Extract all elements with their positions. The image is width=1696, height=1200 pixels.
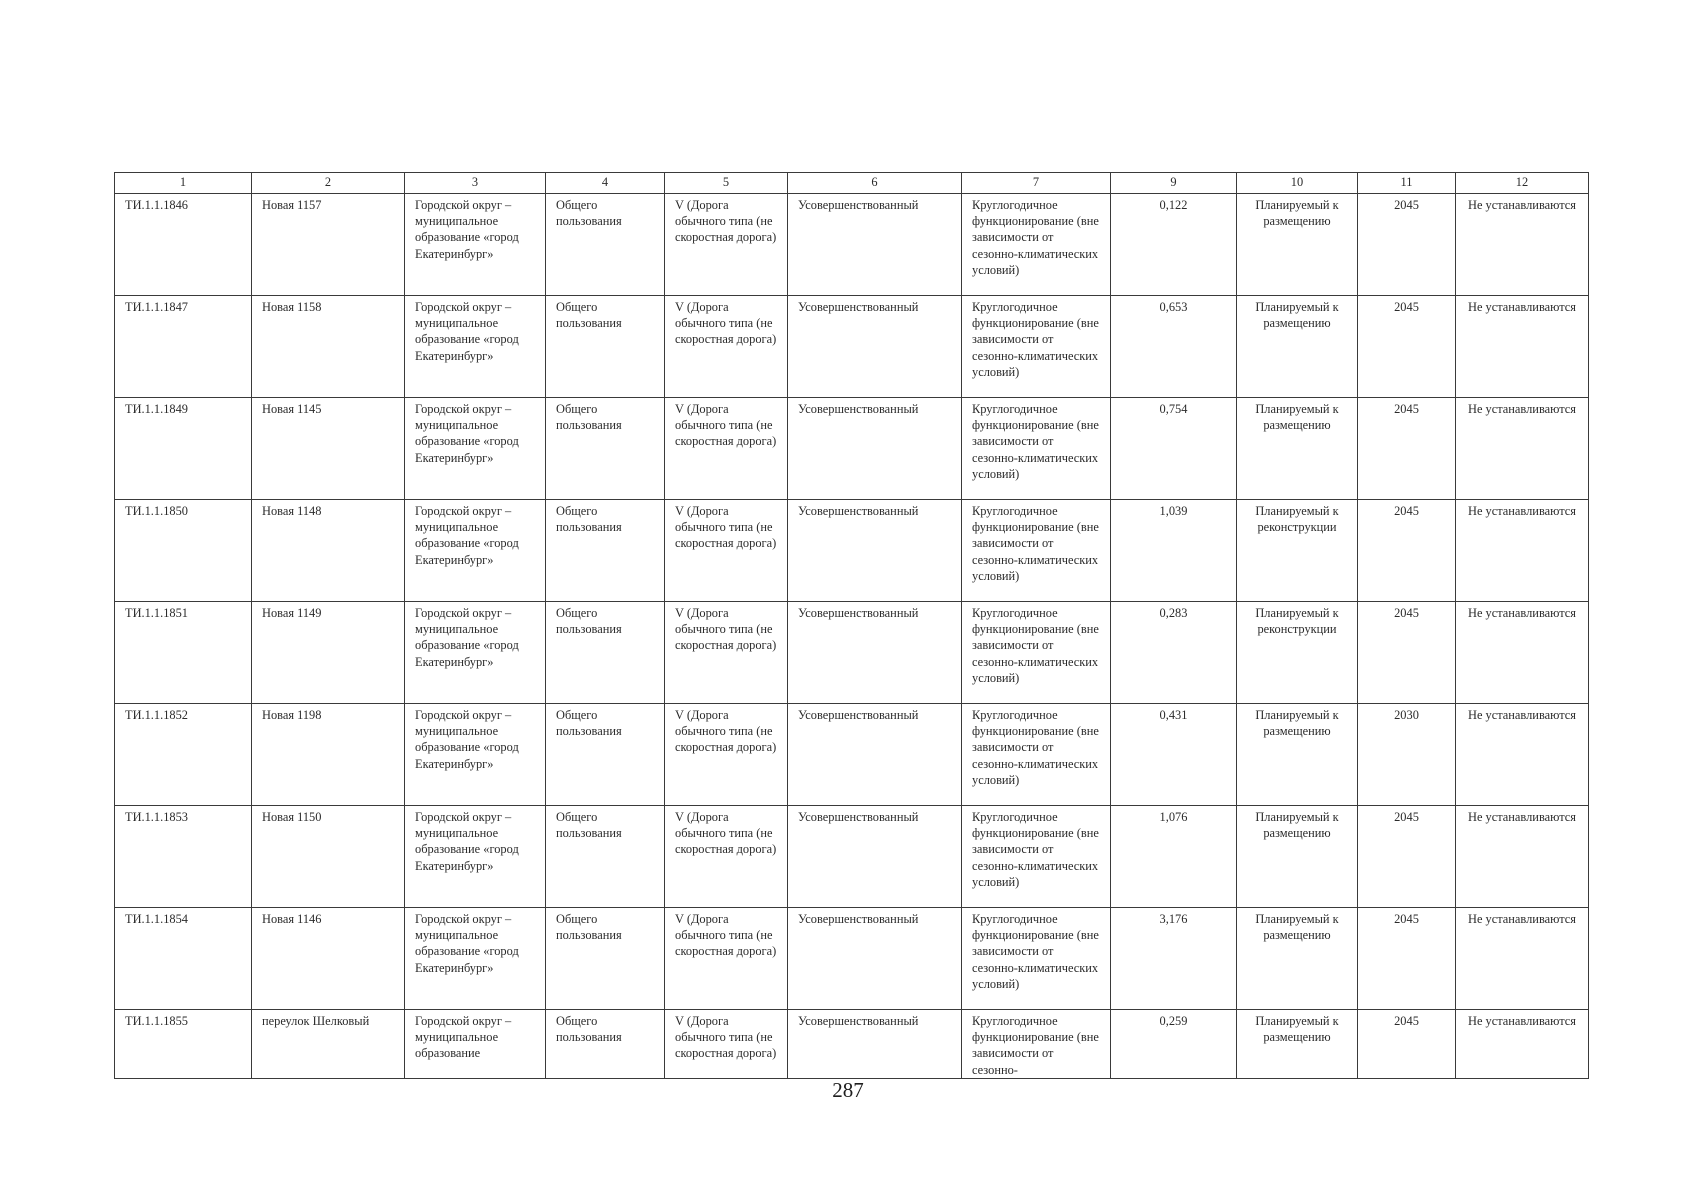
cell-text: V (Дорога обычного типа (не скоростная дорога) [675, 504, 777, 551]
cell-surface [788, 704, 962, 806]
cell-mode [962, 500, 1111, 602]
cell-text: Круглогодичное функционирование (вне зависимости от сезонно- [972, 1014, 1099, 1077]
cell-text: Новая 1145 [262, 402, 322, 416]
cell-text: V (Дорога обычного типа (не скоростная дорога) [675, 912, 777, 959]
cell-text: 0,653 [1159, 300, 1188, 314]
cell-text: Городской округ – муниципальное образование «город Екатеринбург» [415, 300, 519, 363]
cell-text: Не устанавливаются [1468, 912, 1576, 926]
table-row [115, 1010, 1589, 1079]
cell-mode [962, 908, 1111, 1010]
cell-text: Городской округ – муниципальное образование [415, 1014, 512, 1061]
cell-status [1237, 704, 1358, 806]
cell-surface [788, 500, 962, 602]
cell-category [665, 194, 788, 296]
column-header-3: 3 [405, 173, 546, 194]
cell-text: 2045 [1394, 810, 1419, 824]
cell-text: Круглогодичное функционирование (вне зависимости от сезонно-климатических условий) [972, 606, 1099, 685]
cell-usage [546, 602, 665, 704]
cell-id [115, 806, 252, 908]
cell-text: Не устанавливаются [1468, 1014, 1576, 1028]
cell-territory [405, 908, 546, 1010]
cell-category [665, 704, 788, 806]
cell-text: Новая 1146 [262, 912, 322, 926]
cell-year [1358, 704, 1456, 806]
cell-length [1111, 500, 1237, 602]
cell-zones [1456, 398, 1589, 500]
cell-text: Новая 1150 [262, 810, 322, 824]
cell-usage [546, 704, 665, 806]
cell-text: Городской округ – муниципальное образование «город Екатеринбург» [415, 606, 519, 669]
cell-text: Усовершенствованный [798, 300, 919, 314]
cell-text: Городской округ – муниципальное образование «город Екатеринбург» [415, 810, 519, 873]
cell-zones [1456, 704, 1589, 806]
cell-year [1358, 194, 1456, 296]
cell-category [665, 1010, 788, 1079]
cell-text: Общего пользования [556, 504, 622, 535]
cell-text: Общего пользования [556, 912, 622, 943]
cell-text: Планируемый к размещению [1255, 912, 1339, 943]
cell-mode [962, 602, 1111, 704]
cell-text: Планируемый к размещению [1255, 810, 1339, 841]
cell-name [252, 500, 405, 602]
cell-name [252, 398, 405, 500]
cell-status [1237, 806, 1358, 908]
cell-text: Усовершенствованный [798, 708, 919, 722]
cell-text: Новая 1198 [262, 708, 322, 722]
cell-text: 0,431 [1159, 708, 1188, 722]
cell-category [665, 500, 788, 602]
cell-text: ТИ.1.1.1855 [125, 1014, 188, 1028]
column-header-6: 6 [788, 173, 962, 194]
cell-text: 2045 [1394, 402, 1419, 416]
cell-year [1358, 296, 1456, 398]
table-row [115, 704, 1589, 806]
cell-length [1111, 806, 1237, 908]
table-row [115, 194, 1589, 296]
cell-zones [1456, 1010, 1589, 1079]
cell-text: Не устанавливаются [1468, 402, 1576, 416]
column-header-10: 10 [1237, 173, 1358, 194]
cell-territory [405, 398, 546, 500]
cell-text: Планируемый к размещению [1255, 708, 1339, 739]
cell-text: Усовершенствованный [798, 198, 919, 212]
cell-text: Круглогодичное функционирование (вне зависимости от сезонно-климатических условий) [972, 504, 1099, 583]
cell-text: Городской округ – муниципальное образование «город Екатеринбург» [415, 912, 519, 975]
cell-category [665, 806, 788, 908]
cell-id [115, 194, 252, 296]
table-row [115, 398, 1589, 500]
cell-status [1237, 602, 1358, 704]
cell-territory [405, 704, 546, 806]
column-header-9: 9 [1111, 173, 1237, 194]
cell-text: Планируемый к размещению [1255, 402, 1339, 433]
cell-text: Общего пользования [556, 402, 622, 433]
cell-text: Усовершенствованный [798, 606, 919, 620]
cell-status [1237, 398, 1358, 500]
cell-name [252, 704, 405, 806]
cell-usage [546, 806, 665, 908]
cell-text: ТИ.1.1.1849 [125, 402, 188, 416]
table-row [115, 908, 1589, 1010]
cell-id [115, 908, 252, 1010]
cell-zones [1456, 806, 1589, 908]
cell-text: Круглогодичное функционирование (вне зависимости от сезонно-климатических условий) [972, 912, 1099, 991]
cell-year [1358, 806, 1456, 908]
cell-length [1111, 908, 1237, 1010]
column-header-12: 12 [1456, 173, 1589, 194]
cell-text: ТИ.1.1.1846 [125, 198, 188, 212]
cell-territory [405, 500, 546, 602]
cell-text: Усовершенствованный [798, 810, 919, 824]
cell-length [1111, 1010, 1237, 1079]
cell-text: ТИ.1.1.1851 [125, 606, 188, 620]
cell-text: Планируемый к размещению [1255, 1014, 1339, 1045]
cell-usage [546, 398, 665, 500]
cell-text: 1,039 [1159, 504, 1188, 518]
cell-length [1111, 296, 1237, 398]
cell-text: Городской округ – муниципальное образование «город Екатеринбург» [415, 402, 519, 465]
cell-text: Усовершенствованный [798, 912, 919, 926]
column-header-7: 7 [962, 173, 1111, 194]
cell-name [252, 806, 405, 908]
cell-name [252, 194, 405, 296]
cell-name [252, 1010, 405, 1079]
cell-id [115, 704, 252, 806]
column-header-2: 2 [252, 173, 405, 194]
cell-mode [962, 296, 1111, 398]
cell-text: 0,259 [1159, 1014, 1188, 1028]
cell-text: Круглогодичное функционирование (вне зависимости от сезонно-климатических условий) [972, 810, 1099, 889]
cell-name [252, 296, 405, 398]
cell-text: 2045 [1394, 912, 1419, 926]
cell-text: V (Дорога обычного типа (не скоростная дорога) [675, 1014, 777, 1061]
cell-name [252, 908, 405, 1010]
cell-text: переулок Шелковый [262, 1014, 370, 1028]
cell-text: 0,122 [1159, 198, 1188, 212]
cell-text: Не устанавливаются [1468, 810, 1576, 824]
cell-year [1358, 908, 1456, 1010]
cell-surface [788, 1010, 962, 1079]
table-row [115, 500, 1589, 602]
cell-usage [546, 194, 665, 296]
cell-territory [405, 296, 546, 398]
road-register-table [114, 172, 1589, 1079]
cell-zones [1456, 296, 1589, 398]
cell-text: 2045 [1394, 198, 1419, 212]
cell-text: ТИ.1.1.1852 [125, 708, 188, 722]
cell-category [665, 296, 788, 398]
cell-territory [405, 1010, 546, 1079]
cell-id [115, 1010, 252, 1079]
cell-text: 3,176 [1159, 912, 1188, 926]
cell-status [1237, 908, 1358, 1010]
cell-usage [546, 296, 665, 398]
cell-text: Не устанавливаются [1468, 504, 1576, 518]
cell-text: Общего пользования [556, 1014, 622, 1045]
cell-territory [405, 194, 546, 296]
cell-text: Круглогодичное функционирование (вне зависимости от сезонно-климатических условий) [972, 198, 1099, 277]
cell-usage [546, 908, 665, 1010]
cell-text: Планируемый к размещению [1255, 198, 1339, 229]
cell-usage [546, 500, 665, 602]
column-header-5: 5 [665, 173, 788, 194]
cell-text: Не устанавливаются [1468, 606, 1576, 620]
column-header-4: 4 [546, 173, 665, 194]
cell-text: Городской округ – муниципальное образование «город Екатеринбург» [415, 504, 519, 567]
cell-text: Круглогодичное функционирование (вне зависимости от сезонно-климатических условий) [972, 402, 1099, 481]
cell-length [1111, 602, 1237, 704]
cell-text: 2045 [1394, 300, 1419, 314]
cell-text: Круглогодичное функционирование (вне зависимости от сезонно-климатических условий) [972, 708, 1099, 787]
cell-text: 2045 [1394, 1014, 1419, 1028]
cell-zones [1456, 500, 1589, 602]
table-body [115, 194, 1589, 1079]
cell-year [1358, 1010, 1456, 1079]
table-row [115, 806, 1589, 908]
cell-text: ТИ.1.1.1847 [125, 300, 188, 314]
cell-status [1237, 500, 1358, 602]
cell-category [665, 602, 788, 704]
cell-text: 0,754 [1159, 402, 1188, 416]
cell-text: ТИ.1.1.1853 [125, 810, 188, 824]
column-header-11: 11 [1358, 173, 1456, 194]
cell-text: V (Дорога обычного типа (не скоростная дорога) [675, 300, 777, 347]
cell-text: ТИ.1.1.1850 [125, 504, 188, 518]
cell-surface [788, 194, 962, 296]
table-header-row [115, 173, 1589, 194]
cell-length [1111, 704, 1237, 806]
page-number: 287 [832, 1078, 864, 1102]
cell-id [115, 398, 252, 500]
cell-text: V (Дорога обычного типа (не скоростная дорога) [675, 810, 777, 857]
cell-surface [788, 908, 962, 1010]
cell-length [1111, 194, 1237, 296]
cell-text: 2030 [1394, 708, 1419, 722]
cell-text: Общего пользования [556, 606, 622, 637]
cell-text: Общего пользования [556, 300, 622, 331]
cell-id [115, 296, 252, 398]
cell-text: Не устанавливаются [1468, 708, 1576, 722]
cell-name [252, 602, 405, 704]
cell-usage [546, 1010, 665, 1079]
cell-surface [788, 296, 962, 398]
cell-text: Городской округ – муниципальное образование «город Екатеринбург» [415, 198, 519, 261]
cell-category [665, 398, 788, 500]
cell-text: 1,076 [1159, 810, 1188, 824]
cell-text: Круглогодичное функционирование (вне зависимости от сезонно-климатических условий) [972, 300, 1099, 379]
cell-text: ТИ.1.1.1854 [125, 912, 188, 926]
cell-text: Новая 1148 [262, 504, 322, 518]
cell-text: Новая 1158 [262, 300, 322, 314]
cell-text: Усовершенствованный [798, 1014, 919, 1028]
cell-surface [788, 806, 962, 908]
cell-category [665, 908, 788, 1010]
cell-status [1237, 1010, 1358, 1079]
cell-text: Новая 1157 [262, 198, 322, 212]
cell-mode [962, 704, 1111, 806]
cell-length [1111, 398, 1237, 500]
cell-id [115, 500, 252, 602]
cell-id [115, 602, 252, 704]
cell-mode [962, 398, 1111, 500]
cell-mode [962, 806, 1111, 908]
cell-text: 2045 [1394, 504, 1419, 518]
cell-text: Общего пользования [556, 810, 622, 841]
table-row [115, 296, 1589, 398]
cell-text: Не устанавливаются [1468, 198, 1576, 212]
cell-surface [788, 602, 962, 704]
cell-status [1237, 194, 1358, 296]
cell-text: 2045 [1394, 606, 1419, 620]
cell-territory [405, 806, 546, 908]
cell-year [1358, 500, 1456, 602]
cell-text: V (Дорога обычного типа (не скоростная дорога) [675, 402, 777, 449]
column-header-1: 1 [115, 173, 252, 194]
cell-text: V (Дорога обычного типа (не скоростная дорога) [675, 708, 777, 755]
cell-status [1237, 296, 1358, 398]
cell-text: Общего пользования [556, 708, 622, 739]
cell-surface [788, 398, 962, 500]
cell-text: Городской округ – муниципальное образование «город Екатеринбург» [415, 708, 519, 771]
cell-text: Новая 1149 [262, 606, 322, 620]
cell-zones [1456, 194, 1589, 296]
cell-text: Усовершенствованный [798, 402, 919, 416]
cell-text: Не устанавливаются [1468, 300, 1576, 314]
cell-text: Планируемый к реконструкции [1255, 504, 1339, 535]
cell-mode [962, 1010, 1111, 1079]
cell-year [1358, 602, 1456, 704]
cell-text: V (Дорога обычного типа (не скоростная дорога) [675, 198, 777, 245]
cell-text: Общего пользования [556, 198, 622, 229]
cell-text: Планируемый к размещению [1255, 300, 1339, 331]
cell-zones [1456, 908, 1589, 1010]
table-row [115, 602, 1589, 704]
cell-year [1358, 398, 1456, 500]
cell-text: 0,283 [1159, 606, 1188, 620]
cell-zones [1456, 602, 1589, 704]
cell-mode [962, 194, 1111, 296]
cell-territory [405, 602, 546, 704]
cell-text: Усовершенствованный [798, 504, 919, 518]
cell-text: Планируемый к реконструкции [1255, 606, 1339, 637]
cell-text: V (Дорога обычного типа (не скоростная дорога) [675, 606, 777, 653]
